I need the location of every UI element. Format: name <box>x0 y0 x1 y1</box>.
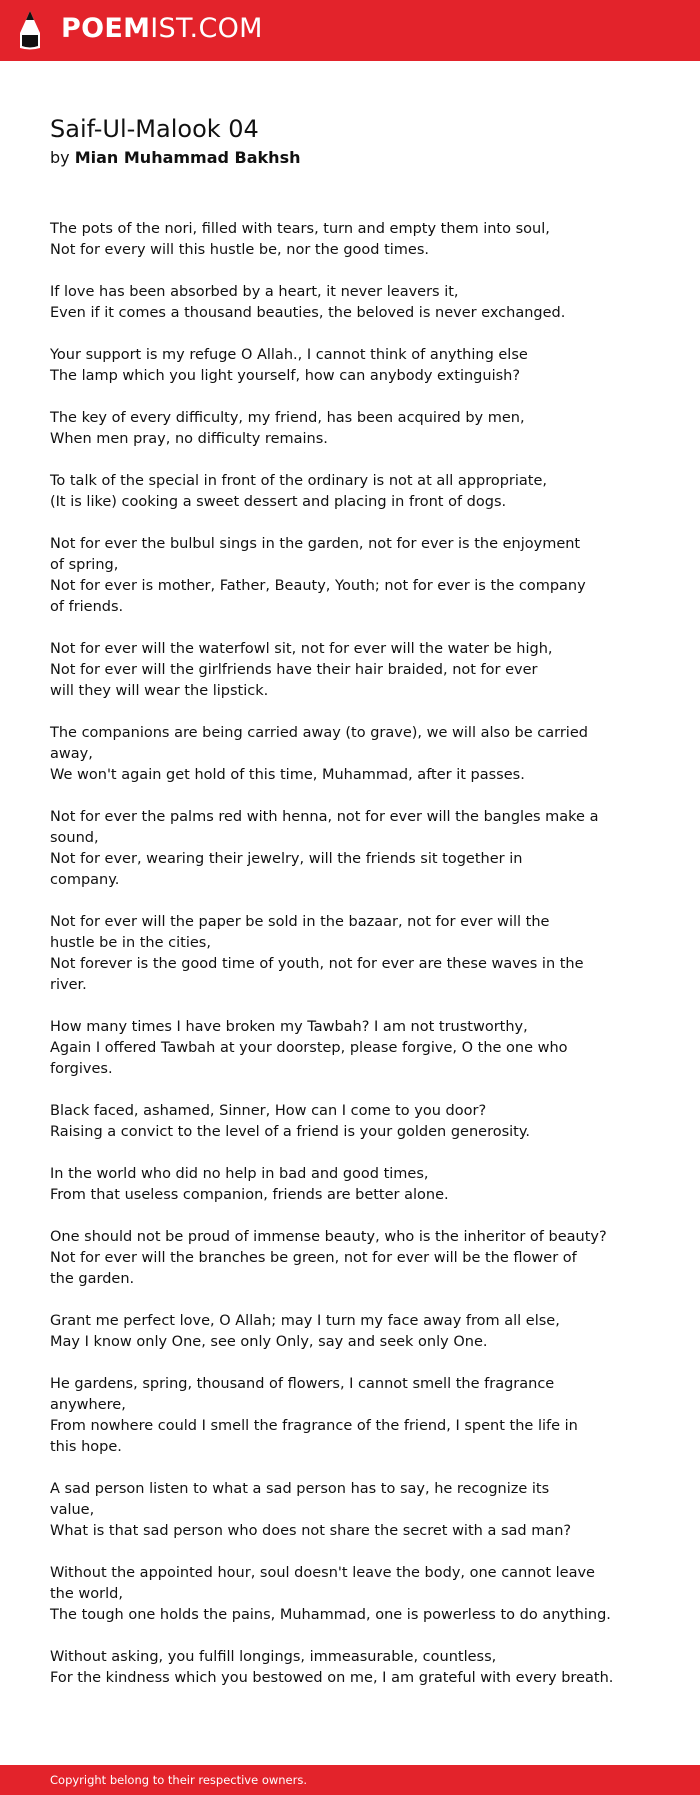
poem-stanza <box>50 471 590 513</box>
poem-line: The companions are being carried away (to grave), we will also be carried <box>50 725 588 741</box>
poem-line: Even if it comes a thousand beauties, the beloved is never exchanged. <box>50 305 566 321</box>
poem-line: Not for ever will the branches be green, not for ever will be the flower of <box>50 1250 577 1266</box>
copyright-notice: Copyright belong to their respective owners. <box>50 1773 308 1787</box>
poem-line: In the world who did no help in bad and good times, <box>50 1166 429 1182</box>
poem-title: Saif-Ul-Malook 04 <box>50 115 259 143</box>
poem-stanza <box>50 219 590 261</box>
poem-stanza <box>50 912 590 996</box>
poem-line: river. <box>50 977 87 993</box>
poem-line: When men pray, no difficulty remains. <box>50 431 328 447</box>
poem-line: If love has been absorbed by a heart, it never leavers it, <box>50 284 459 300</box>
poem-stanza <box>50 1647 614 1689</box>
poem-line: the garden. <box>50 1271 135 1287</box>
poem-line: What is that sad person who does not share the secret with a sad man? <box>50 1523 572 1539</box>
poem-line: May I know only One, see only Only, say and seek only One. <box>50 1334 488 1350</box>
poem-stanza <box>50 1227 607 1290</box>
poem-line: will they will wear the lipstick. <box>50 683 269 699</box>
poem-stanza <box>50 408 590 450</box>
poem-stanza <box>50 723 590 786</box>
poem-line: Again I offered Tawbah at your doorstep, please forgive, O the one who <box>50 1040 568 1056</box>
site-header <box>0 0 700 61</box>
poem-line: hustle be in the cities, <box>50 935 211 951</box>
poem-stanza <box>50 1164 590 1206</box>
poem-stanza <box>50 1374 590 1458</box>
poem-line: Grant me perfect love, O Allah; may I turn my face away from all else, <box>50 1313 560 1329</box>
poem-line: of friends. <box>50 599 124 615</box>
poem-line: The lamp which you light yourself, how can anybody extinguish? <box>50 368 521 384</box>
poem-line: Not for ever the bulbul sings in the garden, not for ever is the enjoyment <box>50 536 581 552</box>
pencil-tip-icon[interactable] <box>17 10 43 52</box>
poem-line: He gardens, spring, thousand of flowers, I cannot smell the fragrance <box>50 1376 555 1392</box>
poem-line: Without the appointed hour, soul doesn't leave the body, one cannot leave <box>50 1565 595 1581</box>
poem-line: anywhere, <box>50 1397 126 1413</box>
poem-line: How many times I have broken my Tawbah? I am not trustworthy, <box>50 1019 528 1035</box>
poem-stanza <box>50 345 590 387</box>
poem-line: Not for ever, wearing their jewelry, will the friends sit together in <box>50 851 523 867</box>
poem-body <box>50 219 614 1710</box>
poem-line: Not forever is the good time of youth, not for ever are these waves in the <box>50 956 584 972</box>
poem-line: Not for ever will the waterfowl sit, not for ever will the water be high, <box>50 641 553 657</box>
poem-line: Not for ever is mother, Father, Beauty, Youth; not for ever is the company <box>50 578 586 594</box>
poem-stanza <box>50 1017 590 1080</box>
poem-line: From nowhere could I smell the fragrance of the friend, I spent the life in <box>50 1418 578 1434</box>
poem-line: The tough one holds the pains, Muhammad, one is powerless to do anything. <box>50 1607 611 1623</box>
poem-line: forgives. <box>50 1061 113 1077</box>
brand-bold: POEM <box>61 13 151 44</box>
poem-line: The key of every difficulty, my friend, has been acquired by men, <box>50 410 525 426</box>
poem-stanza <box>50 807 599 891</box>
poem-line: One should not be proud of immense beauty, who is the inheritor of beauty? <box>50 1229 607 1245</box>
poem-stanza <box>50 639 590 702</box>
poem-line: From that useless companion, friends are better alone. <box>50 1187 449 1203</box>
poem-line: For the kindness which you bestowed on me, I am grateful with every breath. <box>50 1670 614 1686</box>
poem-line: Not for ever will the paper be sold in the bazaar, not for ever will the <box>50 914 550 930</box>
poem-stanza <box>50 534 590 618</box>
site-logo[interactable] <box>61 12 263 46</box>
poem-line: of spring, <box>50 557 119 573</box>
brand-rest: IST.COM <box>150 13 263 44</box>
poem-line: (It is like) cooking a sweet dessert and placing in front of dogs. <box>50 494 507 510</box>
poem-stanza <box>50 1101 590 1143</box>
poem-line: Without asking, you fulfill longings, immeasurable, countless, <box>50 1649 497 1665</box>
poem-line: Black faced, ashamed, Sinner, How can I come to you door? <box>50 1103 487 1119</box>
poem-stanza <box>50 1311 590 1353</box>
poem-stanza <box>50 282 590 324</box>
by-prefix: by <box>50 148 70 167</box>
poem-line: To talk of the special in front of the ordinary is not at all appropriate, <box>50 473 548 489</box>
poem-line: Not for every will this hustle be, nor the good times. <box>50 242 429 258</box>
poem-line: We won't again get hold of this time, Muhammad, after it passes. <box>50 767 525 783</box>
poem-line: this hope. <box>50 1439 122 1455</box>
poem-stanza <box>50 1563 611 1626</box>
poem-line: the world, <box>50 1586 123 1602</box>
poem-line: away, <box>50 746 93 762</box>
poem-line: Not for ever will the girlfriends have their hair braided, not for ever <box>50 662 538 678</box>
site-footer <box>0 1765 700 1795</box>
poem-line: value, <box>50 1502 95 1518</box>
poem-line: A sad person listen to what a sad person has to say, he recognize its <box>50 1481 550 1497</box>
poem-line: Raising a convict to the level of a friend is your golden generosity. <box>50 1124 530 1140</box>
poem-line: The pots of the nori, filled with tears, turn and empty them into soul, <box>50 221 550 237</box>
poem-stanza <box>50 1479 590 1542</box>
byline <box>50 147 300 169</box>
poem-line: sound, <box>50 830 99 846</box>
poem-line: company. <box>50 872 120 888</box>
author-name: Mian Muhammad Bakhsh <box>74 148 301 167</box>
poem-line: Not for ever the palms red with henna, not for ever will the bangles make a <box>50 809 599 825</box>
poem-line: Your support is my refuge O Allah., I cannot think of anything else <box>50 347 528 363</box>
